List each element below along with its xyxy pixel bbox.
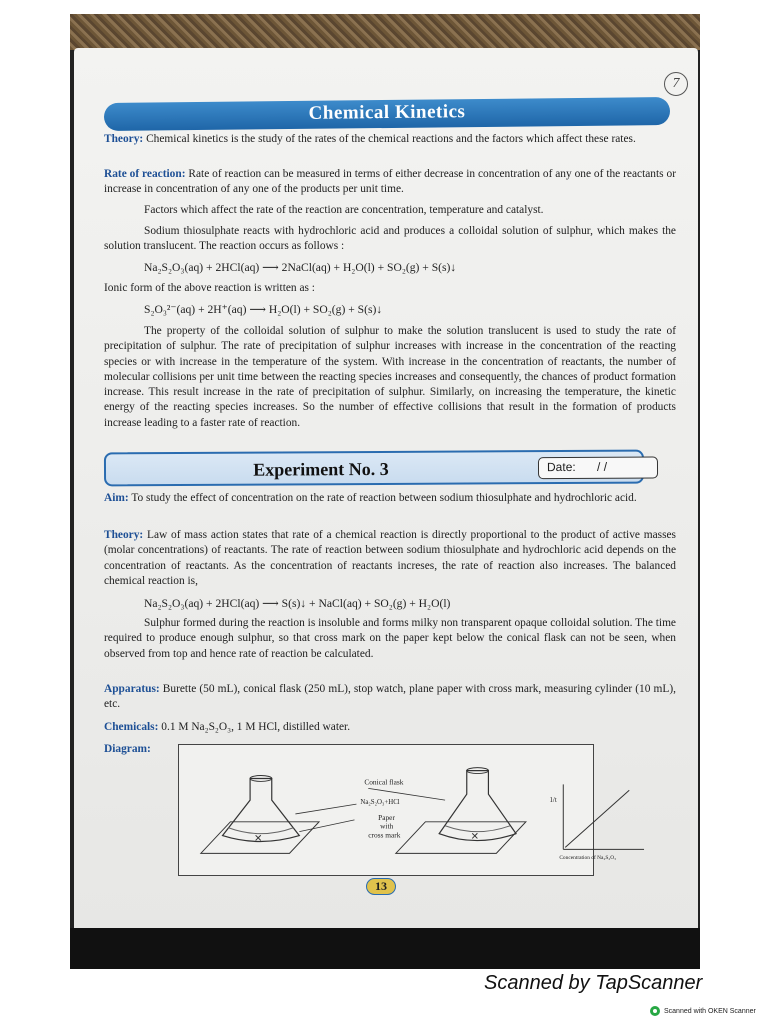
footer-page-number: 13	[366, 878, 396, 895]
equation-2: S₂O₃²⁻(aq) + 2H⁺(aq) ⟶ H₂O(l) + SO₂(g) + S(s)↓	[144, 303, 383, 316]
scanned-by-watermark: Scanned by TapScanner	[484, 972, 703, 994]
equation-3: Na₂S₂O₃(aq) + 2HCl(aq) ⟶ S(s)↓ + NaCl(aq) + SO₂(g) + H₂O(l)	[144, 597, 451, 610]
property-paragraph: The property of the colloidal solution of sulphur to make the solution translucent is used to study the rate of precipitation of sulphur. The rate of precipitation of sulphur increases with increase in the concentration of the reacting species or with increase in the temperature of the system. With increase in the concentration of reactants, the number of molecular collisions per unit time between the reacting species increases and consequently, the chances of product formation increase. This result increase in the rate of precipitation of sulphur. Similarly, on increasing the temperature, the kinetic energy of the reacting species increases. So the number of effective collisions that result in the formation of products increase leading to a faster rate of reaction.	[104, 325, 676, 429]
diagram-label: Diagram:	[104, 743, 151, 755]
label-paper-2: with	[380, 821, 394, 831]
scanned-photo	[70, 14, 700, 969]
chemicals-text: 0.1 M Na₂S₂O₃, 1 M HCl, distilled water.	[158, 721, 351, 733]
chapter-banner	[104, 97, 670, 131]
date-value: / /	[596, 459, 608, 474]
graph-y-label: 1/t	[549, 797, 557, 805]
aim-paragraph	[104, 491, 676, 506]
ionic-intro: Ionic form of the above reaction is written as :	[104, 282, 315, 294]
experiment-diagram	[178, 744, 617, 876]
theory-label: Theory:	[104, 133, 144, 145]
apparatus-label: Apparatus:	[104, 683, 160, 695]
label-solution: Na₂S₂O₃+HCl	[360, 799, 400, 807]
theory2-text: Law of mass action states that rate of a chemical reaction is directly proportional to the product of active masses (molar concentrations) of reactants. The rate of reaction between sodium thiosulphate and hydrochloric acid depends on the concentration of reactants. As the concentration of reactants increses, the rate of reaction also increases. The balanced chemical reaction is,	[104, 529, 676, 587]
experiment-title: Experiment No. 3	[253, 458, 389, 480]
aim-label: Aim:	[104, 492, 129, 504]
aim-text: To study the effect of concentration on the rate of reaction between sodium thiosulphate and hydrochloric acid.	[128, 492, 637, 504]
oken-watermark	[650, 1006, 756, 1016]
rate-paragraph	[104, 167, 676, 198]
chapter-title: Chemical Kinetics	[308, 101, 466, 124]
bottom-shadow	[70, 928, 700, 969]
date-field	[538, 457, 658, 480]
factors-paragraph: Factors which affect the rate of the reaction are concentration, temperature and catalyst.	[144, 204, 544, 216]
label-paper-1: Paper	[378, 812, 395, 822]
date-label: Date:	[546, 459, 576, 475]
sodium-paragraph: Sodium thiosulphate reacts with hydrochloric acid and produces a colloidal solution of sulphur, which makes the solution translucent. The reaction occurs as follows :	[104, 225, 676, 253]
theory2-label: Theory:	[104, 529, 144, 541]
chemicals-label: Chemicals:	[104, 721, 159, 733]
chemicals-paragraph	[104, 720, 676, 735]
sulphur-paragraph: Sulphur formed during the reaction is insoluble and forms milky non transparent opaque colloidal solution. The time required to produce enough sulphur, so that cross mark on the paper kept below the conical flask can not be seen, when observed from top and hence rate of reaction be calculated.	[104, 617, 676, 660]
page-number-circle: 7	[664, 72, 688, 96]
diagram-label-row	[104, 742, 184, 757]
equation-1: Na₂S₂O₃(aq) + 2HCl(aq) ⟶ 2NaCl(aq) + H₂O(l) + SO₂(g) + S(s)↓	[144, 261, 457, 274]
apparatus-text: Burette (50 mL), conical flask (250 mL), stop watch, plane paper with cross mark, measuring cylinder (10 mL), etc.	[104, 683, 676, 711]
experiment-header	[104, 450, 644, 487]
label-conical-flask: Conical flask	[364, 777, 404, 787]
conical-flask-left	[223, 778, 300, 841]
oken-logo-icon	[650, 1006, 660, 1016]
conical-flask-right	[439, 771, 516, 841]
apparatus-paragraph	[104, 682, 676, 713]
cross-mark-left: ✕	[254, 833, 263, 845]
rate-label: Rate of reaction:	[104, 168, 186, 180]
rate-text: Rate of reaction can be measured in terms of either decrease in concentration of any one of the reactants or increase in concentration of any one of the products per unit time.	[104, 168, 676, 196]
label-paper-3: cross mark	[368, 830, 401, 840]
graph-line	[565, 790, 629, 847]
background-cloth	[70, 14, 700, 50]
book-page	[74, 48, 698, 928]
theory-paragraph	[104, 132, 676, 147]
pointer-solution	[295, 804, 356, 814]
cross-mark-right: ✕	[470, 831, 479, 843]
oken-watermark-text: Scanned with OKEN Scanner	[664, 1007, 756, 1015]
theory-text: Chemical kinetics is the study of the rates of the chemical reactions and the factors which affect these rates.	[143, 133, 636, 145]
graph-x-label: Concentration of Na₂S₂O₃	[559, 855, 617, 862]
theory2-paragraph	[104, 528, 676, 589]
diagram-drawing	[179, 745, 617, 875]
